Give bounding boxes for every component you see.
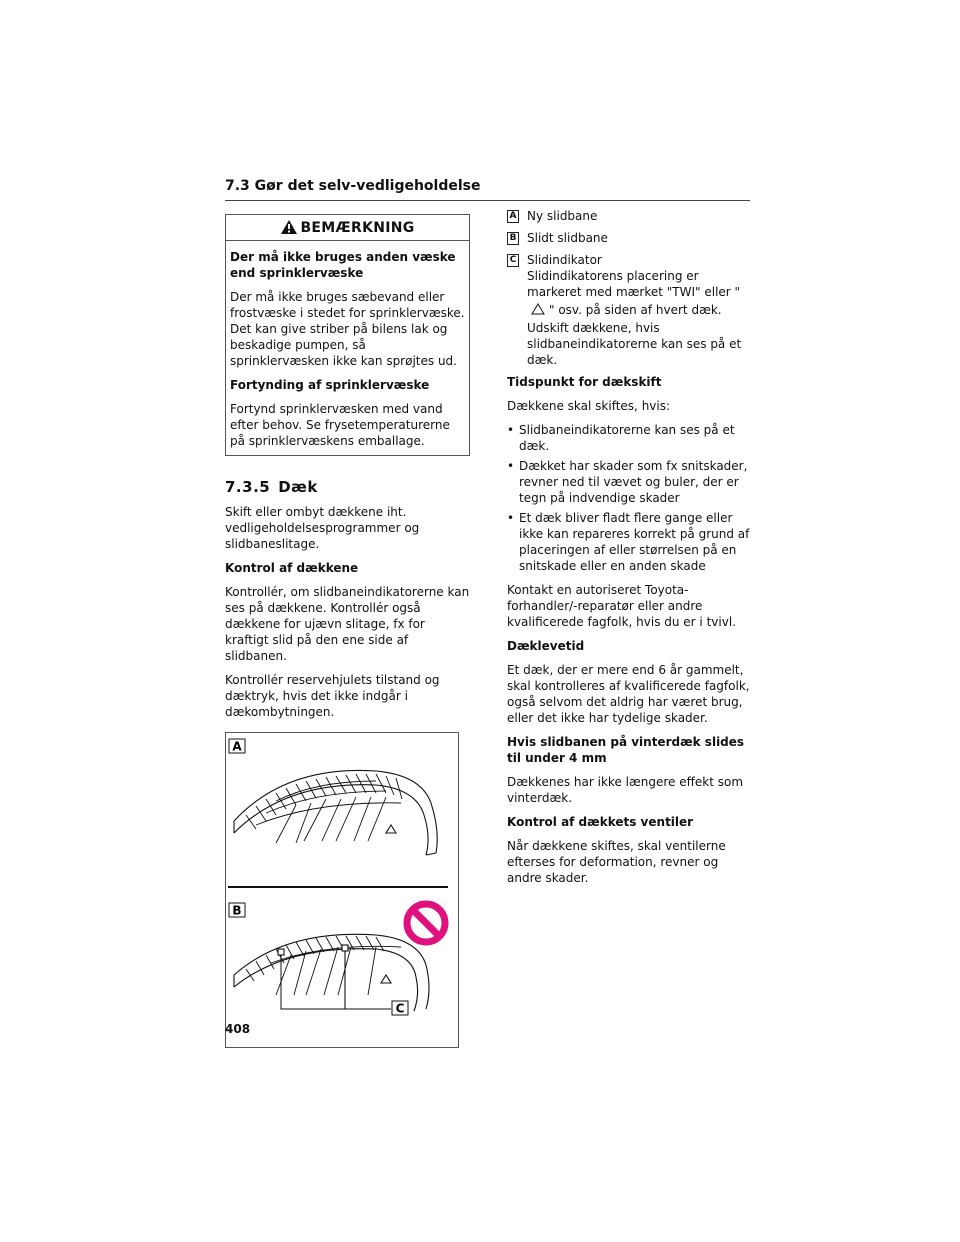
section-intro: Skift eller ombyt dækkene iht. vedligeholdelsesprogrammer og slidbaneslitage.: [225, 505, 420, 551]
notice-title: BEMÆRKNING: [300, 220, 415, 236]
legend-text-c1: Slidindikatorens placering er markeret med mærket "TWI" eller ": [527, 269, 741, 299]
valves-text: Når dækkene skiftes, skal ventilerne efterses for deformation, revner og andre skader.: [507, 839, 726, 885]
warning-icon: [280, 219, 298, 235]
legend-item-c: [507, 252, 752, 368]
life-heading: Dæklevetid: [507, 639, 585, 653]
valves-heading: Kontrol af dækkets ventiler: [507, 815, 694, 829]
legend-text-c3: Udskift dækkene, hvis slidbaneindikatorerne kan ses på et dæk.: [527, 321, 742, 367]
legend-tri-line: [527, 302, 752, 318]
tire-tread-figure: [225, 732, 459, 1048]
replace-intro: Dækkene skal skiftes, hvis:: [507, 399, 671, 413]
section-number: 7.3.5: [225, 478, 271, 496]
replace-heading: Tidspunkt for dækskift: [507, 375, 662, 389]
label-c-text: C: [395, 1001, 405, 1016]
left-column: [225, 214, 470, 1048]
legend-item-b: [507, 230, 752, 246]
winter-text: Dækkenes har ikke længere effekt som vinterdæk.: [507, 775, 744, 805]
legend-key-a: A: [507, 210, 519, 223]
label-b-text: B: [232, 903, 242, 918]
figure-legend: [507, 208, 752, 368]
check-text-2: Kontrollér reservehjulets tilstand og dæktryk, hvis det ikke indgår i dækombytningen.: [225, 673, 440, 719]
tire-illustration: [226, 733, 458, 1047]
legend-key-b: B: [507, 232, 519, 245]
section-title: [225, 478, 470, 496]
legend-text-a: Ny slidbane: [527, 209, 598, 223]
notice-heading-1: Der må ikke bruges anden væske end sprinklervæske: [230, 250, 456, 280]
check-heading: Kontrol af dækkene: [225, 561, 359, 575]
notice-text-1: Der må ikke bruges sæbevand eller frostvæske i stedet for sprinklervæske. Det kan give striber på bilens lak og beskadige pumpen, så sprinklervæsken ikke kan sprøjtes ud.: [230, 290, 465, 368]
prohibited-icon: [407, 904, 445, 942]
legend-text-c2: " osv. på siden af hvert dæk.: [549, 303, 722, 317]
page-number: 408: [225, 1022, 251, 1036]
legend-item-a: [507, 208, 752, 224]
list-item: • Slidbaneindikatorerne kan ses på et dæk.: [507, 422, 752, 454]
worn-tire-drawing: [234, 934, 429, 1011]
new-tire-drawing: [234, 770, 437, 855]
notice-heading-2: Fortynding af sprinklervæske: [230, 378, 430, 392]
legend-text-b: Slidt slidbane: [527, 231, 608, 245]
section-name: Dæk: [278, 478, 318, 496]
section-header: 7.3 Gør det selv-vedligeholdelse: [225, 178, 750, 201]
winter-heading: Hvis slidbanen på vinterdæk slides til under 4 mm: [507, 735, 745, 765]
notice-header: [226, 215, 469, 241]
right-column: [507, 208, 752, 894]
legend-key-c: C: [507, 254, 519, 267]
list-item: • Et dæk bliver fladt flere gange eller ikke kan repareres korrekt på grund af placeringen af eller størrelsen på en snitskade eller en anden skade: [507, 510, 752, 574]
replace-list: [507, 422, 752, 574]
notice-box: [225, 214, 470, 456]
check-text-1: Kontrollér, om slidbaneindikatorerne kan ses på dækkene. Kontrollér også dækkene for ujævn slitage, fx for kraftigt slid på den ene side af slidbanen.: [225, 585, 470, 663]
replace-contact: Kontakt en autoriseret Toyota-forhandler/-reparatør eller andre kvalificerede fagfolk, hvis du er i tvivl.: [507, 583, 736, 629]
list-item: • Dækket har skader som fx snitskader, revner ned til vævet og buler, der er tegn på indvendige skader: [507, 458, 752, 506]
notice-text-2: Fortynd sprinklervæsken med vand efter behov. Se frysetemperaturerne på sprinklervæskens emballage.: [230, 402, 450, 448]
label-a-text: A: [232, 739, 242, 754]
legend-title-c: Slidindikator: [527, 253, 602, 267]
triangle-icon: [531, 303, 545, 315]
life-text: Et dæk, der er mere end 6 år gammelt, skal kontrolleres af kvalificerede fagfolk, også selvom det aldrig har været brug, eller det ikke har tydelige skader.: [507, 663, 750, 725]
